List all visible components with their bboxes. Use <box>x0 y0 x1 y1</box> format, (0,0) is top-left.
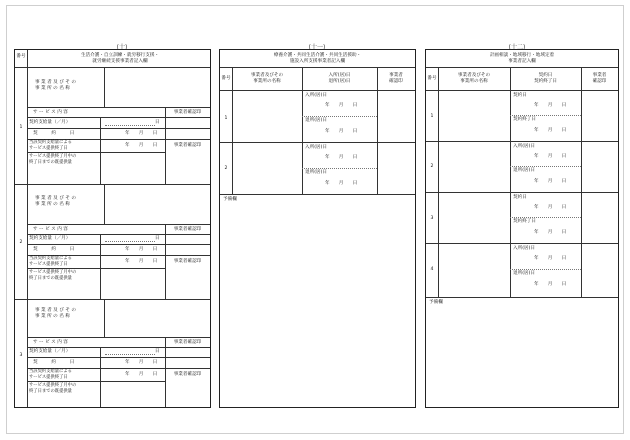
end-date-label: 退所(居)日 <box>513 168 535 173</box>
exit-date-value[interactable]: 年 月 日 <box>325 181 358 186</box>
service-content-label: サ ー ビ ス 内 容 <box>33 227 68 232</box>
start-date-value[interactable]: 年 月 日 <box>534 154 567 159</box>
row-number: 1 <box>430 114 434 119</box>
service-content-label: サ ー ビ ス 内 容 <box>33 110 68 115</box>
panel-services-1 <box>14 49 211 408</box>
start-date-label: 入所(居)日 <box>513 246 535 251</box>
column-number-header: 番号 <box>427 76 437 81</box>
end-date-label: 当該契約支給量による サービス提供終了日 <box>29 140 72 151</box>
provider-stamp-label: 事業者確認印 <box>173 259 202 264</box>
provided-amount-label: サービス提供終了月中の 終了日までの既提供量 <box>29 154 77 165</box>
end-date-value[interactable]: 年 月 日 <box>534 282 567 287</box>
page-number-10: (十) <box>116 44 128 51</box>
block-number: 1 <box>19 125 23 130</box>
page-number-11: (十一) <box>308 44 326 51</box>
provided-amount-label: サービス提供終了月中の 終了日までの既提供量 <box>29 383 77 394</box>
column-dates-header: 入所(居)日 退所(居)日 <box>328 73 351 84</box>
provided-amount-label: サービス提供終了月中の 終了日までの既提供量 <box>29 270 77 281</box>
column-provider-header: 事業者及びその 事業所の名称 <box>457 73 491 84</box>
contract-date-value[interactable]: 年 月 日 <box>125 247 158 252</box>
contract-date-value[interactable]: 年 月 日 <box>125 360 158 365</box>
end-date-value[interactable]: 年 月 日 <box>534 128 567 133</box>
column-number-header: 番号 <box>221 76 231 81</box>
panel-title: 療養介護・共同生活介護・共同生活援助・ 施設入所支援事業者記入欄 <box>273 53 362 64</box>
page-number-12: (十二) <box>508 44 526 51</box>
provider-stamp-label: 事業者確認印 <box>173 227 202 232</box>
contract-amount-label: 契約支給量（／月） <box>29 236 71 241</box>
row-number: 4 <box>430 267 434 272</box>
contract-amount-label: 契約支給量（／月） <box>29 120 71 125</box>
block-number: 2 <box>19 240 23 245</box>
block-number: 3 <box>19 353 23 358</box>
start-date-value[interactable]: 年 月 日 <box>534 103 567 108</box>
start-date-label: 契約日 <box>513 93 527 98</box>
provider-name-label: 事 業 者 及 び そ の 事 業 所 の 名 称 <box>35 80 76 91</box>
provider-name-label: 事 業 者 及 び そ の 事 業 所 の 名 称 <box>35 308 76 319</box>
notes-label: 予備欄 <box>223 197 237 202</box>
end-date-value[interactable]: 年 月 日 <box>125 143 158 148</box>
provider-stamp-label: 事業者確認印 <box>173 372 202 377</box>
exit-date-label: 退所(居)日 <box>305 170 327 175</box>
row-number: 2 <box>224 166 228 171</box>
panel-title: 生活介護・自立訓練・就労移行支援・ 就労継続支援事業者記入欄 <box>80 53 160 64</box>
panel-title: 計画相談・地域移行・地域定着 事業者記入欄 <box>489 53 555 64</box>
contract-amount-label: 契約支給量（／月） <box>29 349 71 354</box>
column-stamp-header: 事業者 確認印 <box>592 73 607 84</box>
service-content-label: サ ー ビ ス 内 容 <box>33 340 68 345</box>
row-number: 3 <box>430 216 434 221</box>
provider-stamp-label: 事業者確認印 <box>173 340 202 345</box>
contract-date-label: 契 約 日 <box>33 360 75 365</box>
form-sheet <box>6 5 624 434</box>
row-number: 2 <box>430 164 434 169</box>
end-date-label: 契約終了日 <box>513 219 536 224</box>
end-date-label: 当該契約支給量による サービス提供終了日 <box>29 256 72 267</box>
end-date-value[interactable]: 年 月 日 <box>534 230 567 235</box>
provider-name-label: 事 業 者 及 び そ の 事 業 所 の 名 称 <box>35 196 76 207</box>
start-date-value[interactable]: 年 月 日 <box>534 205 567 210</box>
end-date-value[interactable]: 年 月 日 <box>125 372 158 377</box>
end-date-label: 契約終了日 <box>513 117 536 122</box>
column-provider-header: 事業者及びその 事業所の名称 <box>250 73 284 84</box>
notes-label: 予備欄 <box>429 300 443 305</box>
end-date-label: 退所(居)日 <box>513 271 535 276</box>
entry-date-value[interactable]: 年 月 日 <box>325 155 358 160</box>
contract-date-label: 契 約 日 <box>33 247 75 252</box>
provider-stamp-label: 事業者確認印 <box>173 110 202 115</box>
exit-date-label: 退所(居)日 <box>305 118 327 123</box>
exit-date-value[interactable]: 年 月 日 <box>325 129 358 134</box>
column-dates-header: 契約日 契約終了日 <box>534 73 557 84</box>
entry-date-label: 入所(居)日 <box>305 93 327 98</box>
end-date-value[interactable]: 年 月 日 <box>534 179 567 184</box>
day-unit: 日 <box>155 120 160 125</box>
panel-residential-services <box>219 49 416 408</box>
contract-date-label: 契 約 日 <box>33 131 75 136</box>
start-date-label: 契約日 <box>513 195 527 200</box>
column-number-header: 番号 <box>16 54 26 59</box>
column-stamp-header: 事業者 確認印 <box>389 73 403 84</box>
end-date-label: 当該契約支給量による サービス提供終了日 <box>29 369 72 380</box>
end-date-value[interactable]: 年 月 日 <box>125 259 158 264</box>
provider-stamp-label: 事業者確認印 <box>173 143 202 148</box>
start-date-label: 入所(居)日 <box>513 144 535 149</box>
entry-date-value[interactable]: 年 月 日 <box>325 103 358 108</box>
day-unit: 日 <box>155 349 160 354</box>
row-number: 1 <box>224 116 228 121</box>
day-unit: 日 <box>155 236 160 241</box>
contract-date-value[interactable]: 年 月 日 <box>125 131 158 136</box>
entry-date-label: 入所(居)日 <box>305 145 327 150</box>
start-date-value[interactable]: 年 月 日 <box>534 256 567 261</box>
panel-consultation-services <box>425 49 619 408</box>
